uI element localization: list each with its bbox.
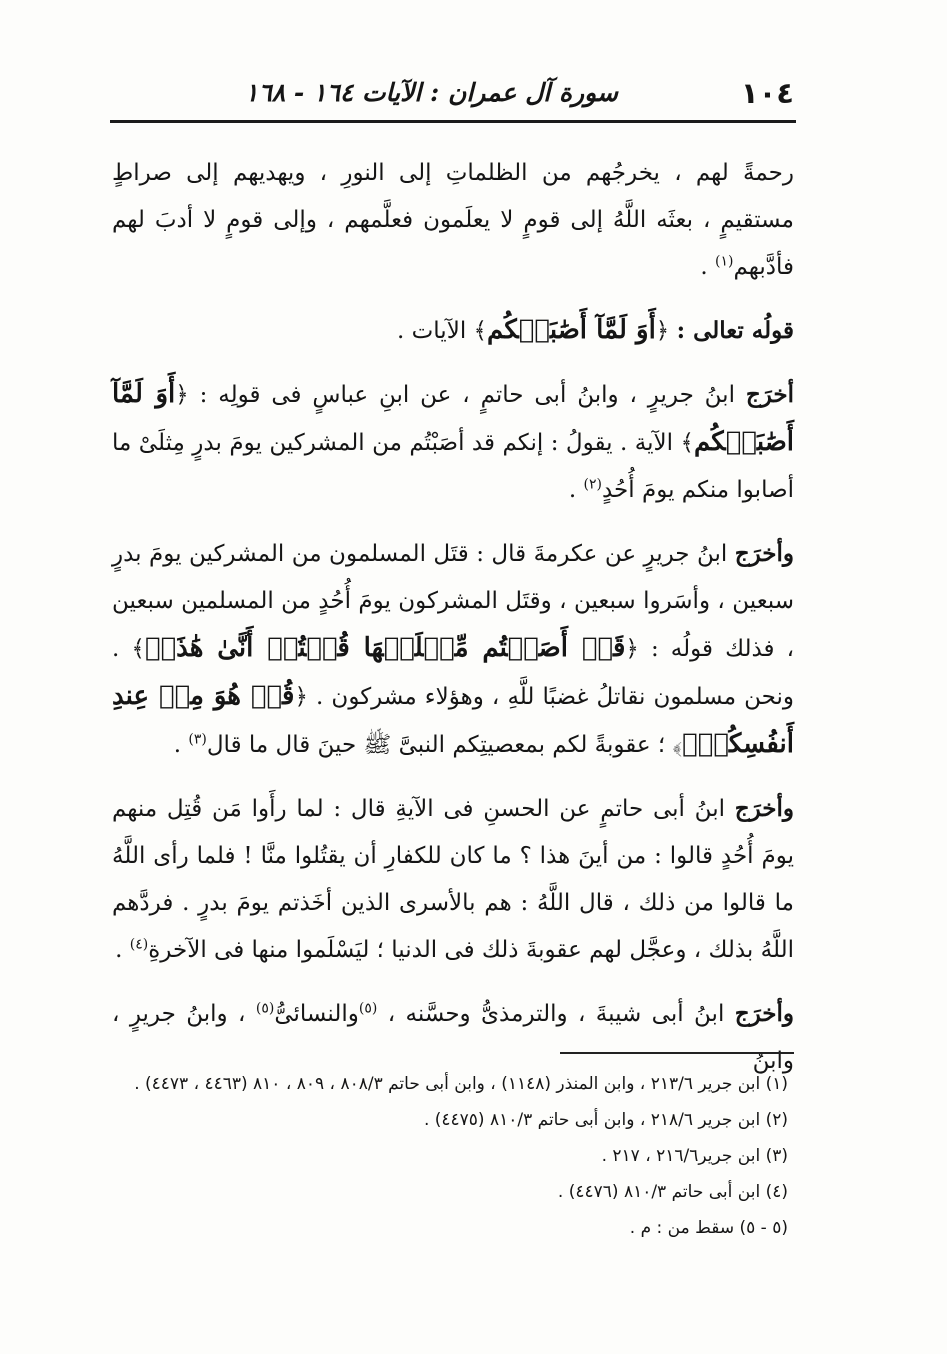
paragraph-text: والنسائىُّ [274,1001,359,1027]
paragraph-end: . [173,732,189,758]
quran-verse: أَوَ لَمَّآ أَصَٰبَتۡكُم [487,315,656,345]
footnote: (٥ - ٥) سقط من : م . [629,1218,788,1238]
paragraph-text: ابنُ جريرٍ عن عكرمةَ قال : قتَل المسلمون من المشركين يومَ بدرٍ سبعين ، وأسَروا سبعين ، وقتَل المشركون يومَ أُحُدٍ من المسلمين سبعين ، فذلك قولُه : [112,541,795,662]
paragraph-1 [112,150,794,291]
paragraph-4 [112,530,794,769]
footnote-separator [560,1052,794,1054]
ornate-bracket-open: ﴿ [294,684,308,710]
quran-verse: أَوَ لَمَّآ أَصَٰبَتۡكُم [112,379,794,457]
footnote-ref: (١) [714,253,734,270]
header-rule [110,120,796,123]
paragraph-text: الآية . يقولُ : إنكم قد أصَبْتُم من المشركين يومَ بدرٍ مِثلَىْ ما أصابوا منكم يومَ أُحُدٍ [112,430,794,503]
footnotes [112,1066,794,1246]
paragraph-5 [112,785,794,974]
ornate-bracket-close: ﴾ [473,318,488,344]
ornate-bracket-open: ﴿ [655,318,677,344]
lead-word: وأخرَج [734,795,794,822]
paragraph-end: . [568,477,584,503]
paragraph-3 [112,371,794,514]
lead-word: وأخرَج [734,1000,794,1027]
footnote-ref: (٤) [129,936,149,953]
paragraph-text: ، وابنُ جريرٍ ، وابنُ [112,1001,794,1074]
paragraph-text: ابنُ جريرٍ ، وابنُ أبى حاتمٍ ، عن ابنِ عباسٍ فى قولِه : [188,382,746,408]
footnote: (١) ابن جرير ٢١٣/٦ ، وابن المنذر (١١٤٨) ، وابن أبى حاتم ٨٠٨/٣ ، ٨٠٩ ، ٨١٠ (٤٤٦٣ ، ٤٤٧٣) . [134,1074,788,1094]
ornate-bracket-close: ﴾ [131,636,145,662]
ornate-bracket-close: ﴾ [680,430,694,456]
ornate-bracket-open: ﴿ [175,382,189,408]
lead-phrase: قولُه تعالى : [676,317,794,344]
footnote-ref: (٢) [583,476,602,493]
paragraph-text: ابنُ أبى حاتمٍ عن الحسنِ فى الآيةِ قال : لما رأَوا مَن قُتِل منهم يومَ أُحُدٍ قالوا : من أينَ هذا ؟ ما كان للكفارِ أن يقتُلوا منَّا ! فلما رأى اللَّهُ ما قالوا من ذلك ، قال اللَّهُ : هم بالأسرى الذين أخَذتم يومَ بدرٍ . فردَّهم اللَّهُ بذلك ، وعجَّل لهم عقوبةَ ذلك فى الدنيا ؛ ليَسْلَموا منها فى الآخرةِ [112,796,794,963]
ornate-bracket-close: ﴾ [672,732,683,758]
lead-word: أخرَج [745,381,794,408]
main-text [112,150,794,1101]
running-title: سورة آل عمران : الآيات ١٦٤ - ١٦٨ [244,78,618,107]
paragraph-text: الآيات . [397,318,474,344]
footnote: (٢) ابن جرير ٢١٨/٦ ، وابن أبى حاتم ٨١٠/٣ (٤٤٧٥) . [423,1110,788,1130]
paragraph-2 [112,307,794,355]
ornate-bracket-open: ﴿ [625,636,639,662]
page-number: ١٠٤ [740,76,794,110]
quran-verse: قَدۡ أَصَبۡتُم مِّثۡلَيۡهَا قُلۡتُمۡ أَنَّىٰ هَٰذَاۖ [144,633,626,663]
paragraph-text: ؛ عقوبةً لكم بمعصيتِكم النبىَّ ﷺ حينَ قال ما قال [206,732,673,758]
footnote-ref: (٥) [255,1000,275,1017]
footnote-ref: (٥) [358,1000,378,1017]
paragraph-text: . ونحن مسلمون نقاتلُ غضبًا للَّهِ ، وهؤلاء مشركون . [112,636,794,710]
quran-verse: قُلۡ هُوَ مِنۡ عِندِ أَنفُسِكُمۡۗ [112,681,794,759]
paragraph-text: رحمةً لهم ، يخرجُهم من الظلماتِ إلى النورِ ، ويهديهم إلى صراطٍ مستقيمٍ ، بعثَه اللَّهُ إلى قومٍ لا يعلَمون فعلَّمهم ، وإلى قومٍ لا أدبَ لهم فأدَّبهم [112,160,794,280]
paragraph-end: . [700,254,715,280]
footnote: (٤) ابن أبى حاتم ٨١٠/٣ (٤٤٧٦) . [557,1182,788,1202]
paragraph-text: ابنُ أبى شيبةَ ، والترمذىُّ وحسَّنه ، [377,1001,735,1027]
footnote-ref: (٣) [188,731,207,748]
lead-word: وأخرَج [734,540,794,567]
paragraph-end: . [115,937,130,963]
page-header [112,70,794,120]
footnote: (٣) ابن جرير٢١٦/٦ ، ٢١٧ . [601,1146,788,1166]
